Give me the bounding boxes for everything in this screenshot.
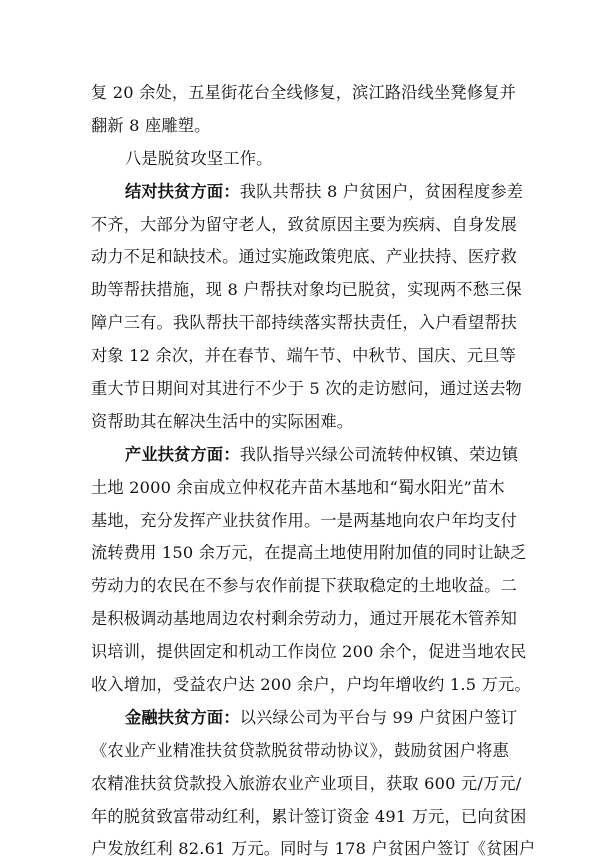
text-line: 农精准扶贫贷款投入旅游农业产业项目，获取 600 元/万元/: [91, 773, 522, 793]
text-run: 我队指导兴绿公司流转仲权镇、荣边镇: [239, 444, 519, 464]
text-line: 收入增加，受益农户达 200 余户，户均年增收约 1.5 万元。: [91, 675, 531, 695]
paragraph-heading: 结对扶贫方面：: [125, 181, 240, 201]
text-line: 流转费用 150 余万元，在提高土地使用附加值的同时让缺乏: [91, 543, 527, 563]
text-line: 劳动力的农民在不参与农作前提下获取稳定的土地收益。二: [91, 576, 518, 596]
document-page: [91, 77, 536, 866]
text-line: 户发放红利 82.61 万元。同时与 178 户贫困户签订《贫困户: [91, 839, 536, 859]
text-line: 《农业产业精准扶贫贷款脱贫带动协议》，鼓励贫困户将惠: [91, 740, 509, 760]
paragraph-first-line: [91, 702, 521, 735]
text-line: 土地 2000 余亩成立仲权花卉苗木基地和“蜀水阳光”苗木: [91, 477, 505, 497]
text-line: 翻新 8 座雕塑。: [91, 115, 211, 135]
text-line: 年的脱贫致富带动红利，累计签订资金 491 万元，已向贫困: [91, 806, 527, 826]
text-run: 以兴绿公司为平台与 99 户贫困户签订: [239, 707, 518, 727]
section-heading-line: 八是脱贫攻坚工作。: [125, 148, 273, 168]
paragraph-heading: 产业扶贫方面：: [125, 444, 240, 464]
text-line: 复 20 余处，五星街花台全线修复，滨江路沿线坐凳修复并: [91, 83, 516, 102]
text-line: 重大节日期间对其进行不少于 5 次的走访慰问，通过送去物: [91, 379, 522, 399]
text-line: 识培训，提供固定和机动工作岗位 200 余个，促进当地农民: [91, 642, 527, 662]
text-line: 基地，充分发挥产业扶贫作用。一是两基地向农户年均支付: [91, 510, 518, 530]
paragraph-heading: 金融扶贫方面：: [125, 707, 240, 727]
text-line: 不齐，大部分为留守老人，致贫原因主要为疾病、自身发展: [91, 214, 518, 234]
text-line: 资帮助其在解决生活中的实际困难。: [91, 411, 354, 431]
text-line: 障户三有。我队帮扶干部持续落实帮扶责任，入户看望帮扶: [91, 313, 518, 333]
paragraph-first-line: [91, 439, 521, 472]
text-line: 是积极调动基地周边农村剩余劳动力，通过开展花木管养知: [91, 609, 518, 629]
text-line: 对象 12 余次，并在春节、端午节、中秋节、国庆、元旦等: [91, 346, 516, 366]
text-line: 助等帮扶措施，现 8 户帮扶对象均已脱贫，实现两不愁三保: [91, 280, 522, 300]
text-line: 动力不足和缺技术。通过实施政策兜底、产业扶持、医疗救: [91, 247, 518, 267]
text-run: 我队共帮扶 8 户贫困户，贫困程度参差: [239, 181, 524, 201]
paragraph-first-line: [91, 176, 524, 209]
